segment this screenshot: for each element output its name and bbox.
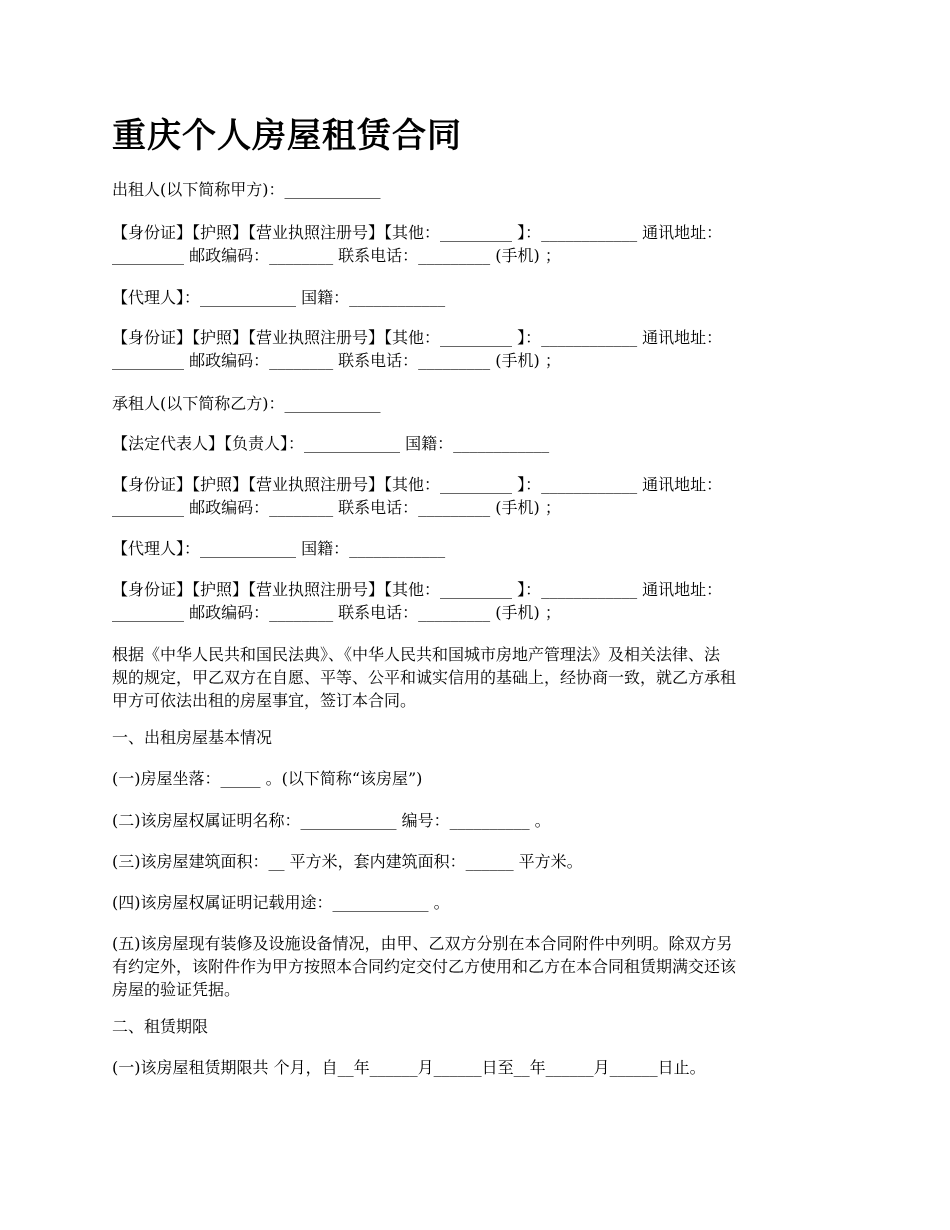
- lessee-representative-line: 【法定代表人】【负责人】：____________ 国籍：____________: [112, 434, 550, 453]
- clause-1-2: (二)该房屋权属证明名称：____________ 编号：__________ 。: [112, 811, 551, 830]
- clause-1-1: (一)房屋坐落：_____ 。(以下简称“该房屋”): [112, 769, 423, 788]
- section-heading-2: 二、租赁期限: [112, 1017, 209, 1036]
- lessor-line: 出租人(以下简称甲方)：____________: [112, 180, 381, 199]
- lessor-agent-line: 【代理人】：____________ 国籍：____________: [112, 288, 446, 307]
- section-heading-1: 一、出租房屋基本情况: [112, 728, 273, 747]
- clause-2-1: (一)该房屋租赁期限共 个月，自__年______月______日至__年______月______日止。: [112, 1058, 706, 1077]
- clause-1-5: (五)该房屋现有装修及设施设备情况，由甲、乙双方分别在本合同附件中列明。除双方另 有约定外，该附件作为甲方按照本合同约定交付乙方使用和乙方在本合同租赁期满交还该 房屋的验证凭据。: [112, 934, 737, 999]
- document-title: 重庆个人房屋租赁合同: [112, 116, 462, 156]
- lessee-line: 承租人(以下简称乙方)：____________: [112, 394, 381, 413]
- preamble-paragraph: 根据《中华人民共和国民法典》、《中华人民共和国城市房地产管理法》及相关法律、法 规的规定，甲乙双方在自愿、平等、公平和诚实信用的基础上，经协商一致，就乙方承租 甲方可依法出租的房屋事宜，签订本合同。: [112, 645, 737, 710]
- lessee-agent-id-paragraph: 【身份证】【护照】【营业执照注册号】【其他：_________ 】：____________ 通讯地址： _________ 邮政编码：________ 联系电话：_________ (手机) ；: [112, 580, 723, 622]
- clause-1-3: (三)该房屋建筑面积：__ 平方米，套内建筑面积：______ 平方米。: [112, 852, 583, 871]
- lessee-id-paragraph: 【身份证】【护照】【营业执照注册号】【其他：_________ 】：____________ 通讯地址： _________ 邮政编码：________ 联系电话：_________ (手机) ；: [112, 475, 723, 517]
- lessor-id-paragraph: 【身份证】【护照】【营业执照注册号】【其他：_________ 】：____________ 通讯地址： _________ 邮政编码：________ 联系电话：_________ (手机) ；: [112, 223, 723, 265]
- lessee-agent-line: 【代理人】：____________ 国籍：____________: [112, 539, 446, 558]
- clause-1-4: (四)该房屋权属证明记载用途：____________ 。: [112, 893, 450, 912]
- lessor-agent-id-paragraph: 【身份证】【护照】【营业执照注册号】【其他：_________ 】：____________ 通讯地址： _________ 邮政编码：________ 联系电话：_________ (手机) ；: [112, 328, 723, 370]
